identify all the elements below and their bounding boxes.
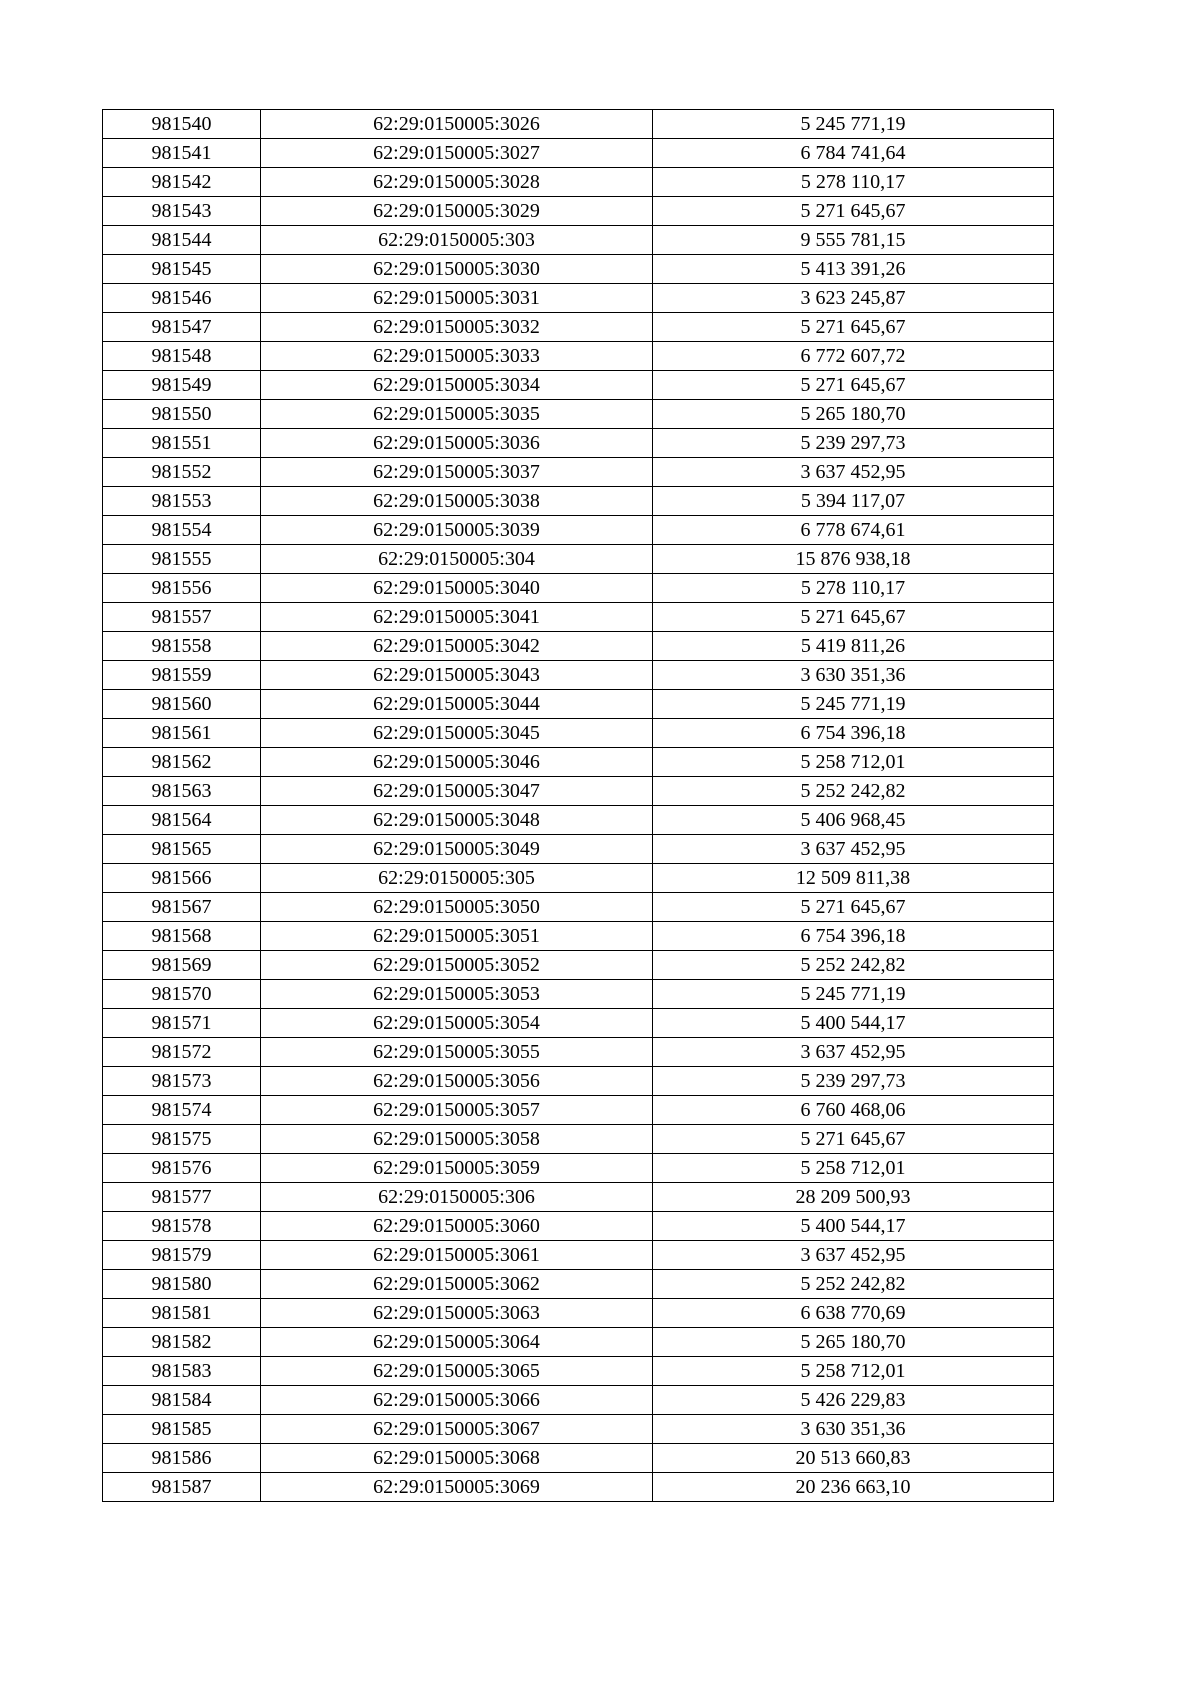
row-number-cell: 981541 (103, 139, 261, 168)
row-number-cell: 981574 (103, 1096, 261, 1125)
cadastral-number-cell: 62:29:0150005:3044 (261, 690, 653, 719)
cadastral-number-cell: 62:29:0150005:3055 (261, 1038, 653, 1067)
table-row (103, 1444, 1054, 1473)
cadastral-value-cell: 9 555 781,15 (653, 226, 1054, 255)
row-number-cell: 981575 (103, 1125, 261, 1154)
cadastral-number-cell: 62:29:0150005:3047 (261, 777, 653, 806)
cadastral-number-cell: 62:29:0150005:3065 (261, 1357, 653, 1386)
cadastral-value-cell: 5 265 180,70 (653, 400, 1054, 429)
cadastral-value-cell: 5 271 645,67 (653, 603, 1054, 632)
table-row (103, 197, 1054, 226)
cadastral-value-cell: 5 252 242,82 (653, 951, 1054, 980)
table-row (103, 864, 1054, 893)
cadastral-value-cell: 12 509 811,38 (653, 864, 1054, 893)
row-number-cell: 981567 (103, 893, 261, 922)
table-row (103, 603, 1054, 632)
cadastral-value-cell: 5 278 110,17 (653, 574, 1054, 603)
row-number-cell: 981556 (103, 574, 261, 603)
cadastral-value-cell: 5 252 242,82 (653, 1270, 1054, 1299)
cadastral-value-cell: 5 239 297,73 (653, 1067, 1054, 1096)
cadastral-number-cell: 62:29:0150005:3058 (261, 1125, 653, 1154)
table-row (103, 1386, 1054, 1415)
cadastral-value-cell: 6 760 468,06 (653, 1096, 1054, 1125)
row-number-cell: 981587 (103, 1473, 261, 1502)
table-row (103, 806, 1054, 835)
table-row (103, 342, 1054, 371)
cadastral-number-cell: 62:29:0150005:3027 (261, 139, 653, 168)
cadastral-value-cell: 5 265 180,70 (653, 1328, 1054, 1357)
table-row (103, 429, 1054, 458)
cadastral-number-cell: 62:29:0150005:303 (261, 226, 653, 255)
cadastral-value-cell: 20 236 663,10 (653, 1473, 1054, 1502)
cadastral-value-cell: 5 271 645,67 (653, 197, 1054, 226)
cadastral-value-cell: 5 239 297,73 (653, 429, 1054, 458)
row-number-cell: 981546 (103, 284, 261, 313)
row-number-cell: 981569 (103, 951, 261, 980)
table-row (103, 516, 1054, 545)
table-row (103, 255, 1054, 284)
cadastral-number-cell: 62:29:0150005:306 (261, 1183, 653, 1212)
cadastral-value-cell: 5 258 712,01 (653, 748, 1054, 777)
row-number-cell: 981568 (103, 922, 261, 951)
cadastral-value-cell: 5 258 712,01 (653, 1357, 1054, 1386)
table-row (103, 661, 1054, 690)
row-number-cell: 981540 (103, 110, 261, 139)
row-number-cell: 981559 (103, 661, 261, 690)
cadastral-value-cell: 3 637 452,95 (653, 1241, 1054, 1270)
cadastral-value-cell: 3 630 351,36 (653, 1415, 1054, 1444)
table-row (103, 690, 1054, 719)
row-number-cell: 981583 (103, 1357, 261, 1386)
cadastral-number-cell: 62:29:0150005:3064 (261, 1328, 653, 1357)
cadastral-value-cell: 5 426 229,83 (653, 1386, 1054, 1415)
row-number-cell: 981584 (103, 1386, 261, 1415)
table-row (103, 835, 1054, 864)
cadastral-number-cell: 62:29:0150005:3034 (261, 371, 653, 400)
table-row (103, 574, 1054, 603)
table-row (103, 487, 1054, 516)
table-row (103, 1009, 1054, 1038)
row-number-cell: 981582 (103, 1328, 261, 1357)
cadastral-number-cell: 62:29:0150005:3032 (261, 313, 653, 342)
cadastral-number-cell: 62:29:0150005:3037 (261, 458, 653, 487)
cadastral-value-cell: 6 638 770,69 (653, 1299, 1054, 1328)
cadastral-number-cell: 62:29:0150005:3057 (261, 1096, 653, 1125)
cadastral-number-cell: 62:29:0150005:305 (261, 864, 653, 893)
cadastral-value-cell: 3 637 452,95 (653, 458, 1054, 487)
row-number-cell: 981578 (103, 1212, 261, 1241)
cadastral-number-cell: 62:29:0150005:3046 (261, 748, 653, 777)
cadastral-value-cell: 6 772 607,72 (653, 342, 1054, 371)
row-number-cell: 981551 (103, 429, 261, 458)
table-row (103, 1328, 1054, 1357)
cadastral-number-cell: 62:29:0150005:3038 (261, 487, 653, 516)
row-number-cell: 981579 (103, 1241, 261, 1270)
cadastral-number-cell: 62:29:0150005:3067 (261, 1415, 653, 1444)
row-number-cell: 981542 (103, 168, 261, 197)
row-number-cell: 981560 (103, 690, 261, 719)
table-row (103, 1212, 1054, 1241)
cadastral-number-cell: 62:29:0150005:3063 (261, 1299, 653, 1328)
cadastral-value-table (102, 109, 1054, 1502)
cadastral-value-cell: 5 271 645,67 (653, 893, 1054, 922)
table-row (103, 1270, 1054, 1299)
table-row (103, 632, 1054, 661)
table-row (103, 719, 1054, 748)
row-number-cell: 981547 (103, 313, 261, 342)
cadastral-number-cell: 62:29:0150005:3056 (261, 1067, 653, 1096)
table-row (103, 922, 1054, 951)
row-number-cell: 981564 (103, 806, 261, 835)
table-row (103, 1125, 1054, 1154)
cadastral-value-cell: 6 754 396,18 (653, 922, 1054, 951)
cadastral-value-cell: 5 245 771,19 (653, 690, 1054, 719)
row-number-cell: 981550 (103, 400, 261, 429)
cadastral-number-cell: 62:29:0150005:304 (261, 545, 653, 574)
row-number-cell: 981544 (103, 226, 261, 255)
table-row (103, 893, 1054, 922)
cadastral-value-cell: 20 513 660,83 (653, 1444, 1054, 1473)
table-row (103, 168, 1054, 197)
table-row (103, 139, 1054, 168)
cadastral-value-cell: 5 394 117,07 (653, 487, 1054, 516)
cadastral-value-cell: 5 413 391,26 (653, 255, 1054, 284)
cadastral-value-cell: 5 406 968,45 (653, 806, 1054, 835)
cadastral-value-cell: 5 271 645,67 (653, 313, 1054, 342)
table-body (103, 110, 1054, 1502)
cadastral-number-cell: 62:29:0150005:3036 (261, 429, 653, 458)
row-number-cell: 981577 (103, 1183, 261, 1212)
row-number-cell: 981586 (103, 1444, 261, 1473)
cadastral-number-cell: 62:29:0150005:3066 (261, 1386, 653, 1415)
table-row (103, 1241, 1054, 1270)
cadastral-value-cell: 6 778 674,61 (653, 516, 1054, 545)
cadastral-number-cell: 62:29:0150005:3043 (261, 661, 653, 690)
table-row (103, 1357, 1054, 1386)
cadastral-value-cell: 5 271 645,67 (653, 371, 1054, 400)
cadastral-number-cell: 62:29:0150005:3045 (261, 719, 653, 748)
row-number-cell: 981573 (103, 1067, 261, 1096)
cadastral-value-cell: 5 271 645,67 (653, 1125, 1054, 1154)
row-number-cell: 981549 (103, 371, 261, 400)
cadastral-value-cell: 5 419 811,26 (653, 632, 1054, 661)
cadastral-number-cell: 62:29:0150005:3041 (261, 603, 653, 632)
cadastral-number-cell: 62:29:0150005:3048 (261, 806, 653, 835)
cadastral-number-cell: 62:29:0150005:3068 (261, 1444, 653, 1473)
cadastral-value-cell: 3 637 452,95 (653, 1038, 1054, 1067)
cadastral-value-cell: 5 278 110,17 (653, 168, 1054, 197)
row-number-cell: 981565 (103, 835, 261, 864)
cadastral-number-cell: 62:29:0150005:3061 (261, 1241, 653, 1270)
cadastral-number-cell: 62:29:0150005:3035 (261, 400, 653, 429)
cadastral-number-cell: 62:29:0150005:3059 (261, 1154, 653, 1183)
cadastral-number-cell: 62:29:0150005:3028 (261, 168, 653, 197)
cadastral-number-cell: 62:29:0150005:3029 (261, 197, 653, 226)
row-number-cell: 981557 (103, 603, 261, 632)
table-row (103, 458, 1054, 487)
table-row (103, 110, 1054, 139)
table-row (103, 1415, 1054, 1444)
row-number-cell: 981543 (103, 197, 261, 226)
table-row (103, 1096, 1054, 1125)
table-row (103, 1473, 1054, 1502)
cadastral-number-cell: 62:29:0150005:3042 (261, 632, 653, 661)
cadastral-value-cell: 28 209 500,93 (653, 1183, 1054, 1212)
table-row (103, 980, 1054, 1009)
row-number-cell: 981571 (103, 1009, 261, 1038)
table-row (103, 400, 1054, 429)
row-number-cell: 981580 (103, 1270, 261, 1299)
row-number-cell: 981570 (103, 980, 261, 1009)
row-number-cell: 981572 (103, 1038, 261, 1067)
table-row (103, 777, 1054, 806)
table-row (103, 1038, 1054, 1067)
cadastral-value-cell: 3 630 351,36 (653, 661, 1054, 690)
cadastral-value-cell: 3 637 452,95 (653, 835, 1054, 864)
row-number-cell: 981552 (103, 458, 261, 487)
row-number-cell: 981558 (103, 632, 261, 661)
row-number-cell: 981554 (103, 516, 261, 545)
row-number-cell: 981561 (103, 719, 261, 748)
table-row (103, 545, 1054, 574)
row-number-cell: 981548 (103, 342, 261, 371)
row-number-cell: 981553 (103, 487, 261, 516)
cadastral-number-cell: 62:29:0150005:3030 (261, 255, 653, 284)
table-row (103, 1154, 1054, 1183)
cadastral-value-cell: 15 876 938,18 (653, 545, 1054, 574)
row-number-cell: 981566 (103, 864, 261, 893)
cadastral-number-cell: 62:29:0150005:3039 (261, 516, 653, 545)
row-number-cell: 981563 (103, 777, 261, 806)
cadastral-number-cell: 62:29:0150005:3050 (261, 893, 653, 922)
table-row (103, 951, 1054, 980)
cadastral-number-cell: 62:29:0150005:3026 (261, 110, 653, 139)
row-number-cell: 981545 (103, 255, 261, 284)
cadastral-number-cell: 62:29:0150005:3054 (261, 1009, 653, 1038)
cadastral-value-cell: 5 245 771,19 (653, 980, 1054, 1009)
cadastral-value-cell: 6 784 741,64 (653, 139, 1054, 168)
table-row (103, 1299, 1054, 1328)
row-number-cell: 981585 (103, 1415, 261, 1444)
cadastral-number-cell: 62:29:0150005:3049 (261, 835, 653, 864)
cadastral-value-cell: 5 245 771,19 (653, 110, 1054, 139)
table-row (103, 284, 1054, 313)
cadastral-value-cell: 5 400 544,17 (653, 1212, 1054, 1241)
table-row (103, 1183, 1054, 1212)
table-row (103, 226, 1054, 255)
table-row (103, 1067, 1054, 1096)
cadastral-value-cell: 5 258 712,01 (653, 1154, 1054, 1183)
row-number-cell: 981555 (103, 545, 261, 574)
cadastral-value-cell: 6 754 396,18 (653, 719, 1054, 748)
row-number-cell: 981562 (103, 748, 261, 777)
cadastral-number-cell: 62:29:0150005:3031 (261, 284, 653, 313)
cadastral-number-cell: 62:29:0150005:3069 (261, 1473, 653, 1502)
cadastral-number-cell: 62:29:0150005:3033 (261, 342, 653, 371)
row-number-cell: 981581 (103, 1299, 261, 1328)
table-row (103, 371, 1054, 400)
cadastral-value-cell: 3 623 245,87 (653, 284, 1054, 313)
cadastral-number-cell: 62:29:0150005:3060 (261, 1212, 653, 1241)
cadastral-value-cell: 5 400 544,17 (653, 1009, 1054, 1038)
cadastral-value-cell: 5 252 242,82 (653, 777, 1054, 806)
table-row (103, 313, 1054, 342)
cadastral-number-cell: 62:29:0150005:3052 (261, 951, 653, 980)
cadastral-number-cell: 62:29:0150005:3053 (261, 980, 653, 1009)
cadastral-number-cell: 62:29:0150005:3062 (261, 1270, 653, 1299)
table-row (103, 748, 1054, 777)
row-number-cell: 981576 (103, 1154, 261, 1183)
cadastral-number-cell: 62:29:0150005:3040 (261, 574, 653, 603)
cadastral-number-cell: 62:29:0150005:3051 (261, 922, 653, 951)
